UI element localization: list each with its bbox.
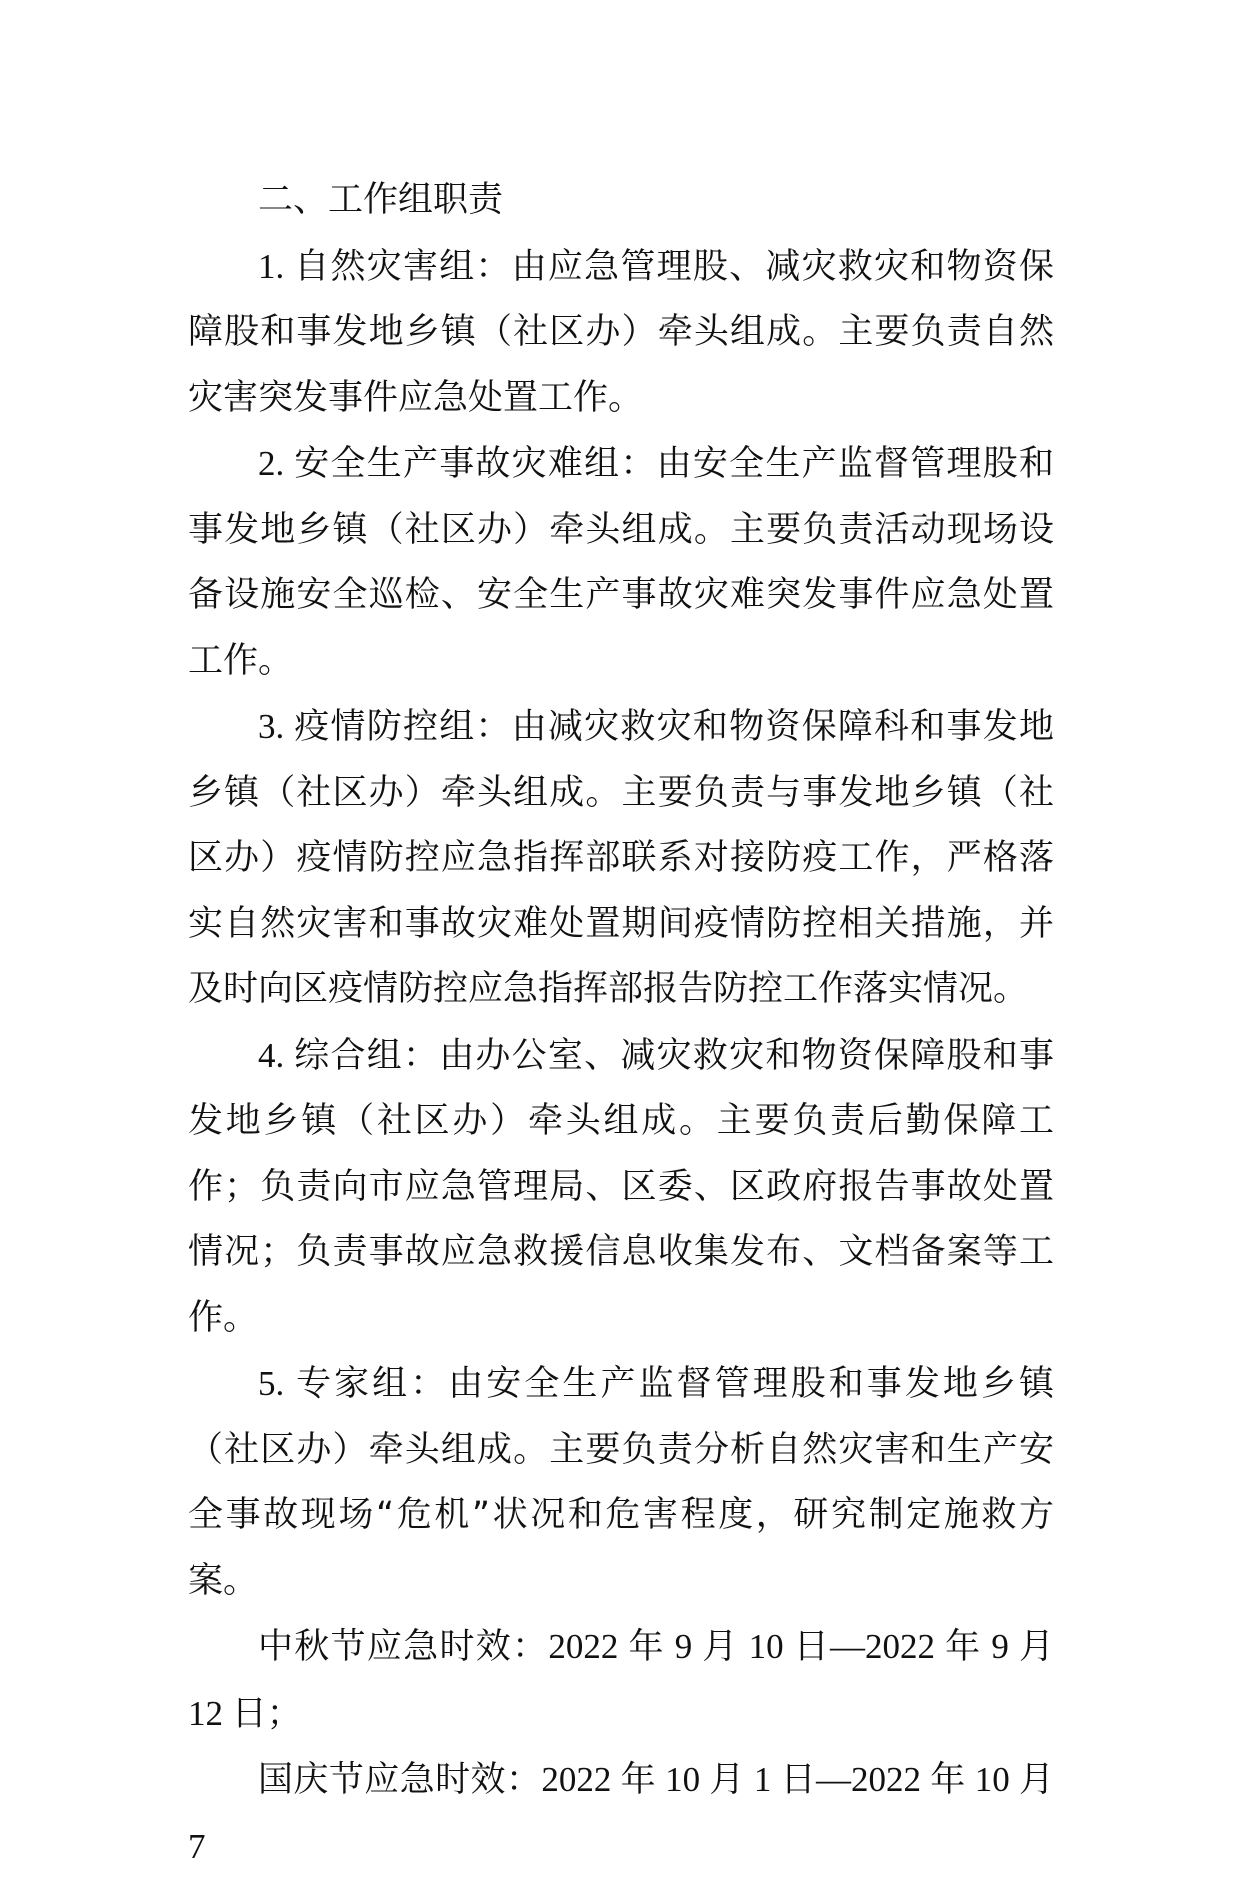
- timing-range: 2022 年 10 月 1 日—2022 年 10 月 7: [188, 1760, 1054, 1866]
- duty-item-text: 综合组：由办公室、减灾救灾和物资保障股和事发地乡镇（社区办）牵头组成。主要负责后勤保障工作；负责向市应急管理局、区委、区政府报告事故处置情况；负责事故应急救援信息收集发布、文档备案等工作。: [188, 1035, 1054, 1338]
- duty-item-1: [188, 234, 1054, 432]
- duty-item-3: [188, 694, 1054, 1023]
- timing-label: 中秋节应急时效：: [258, 1627, 549, 1667]
- duty-item-number: 2.: [258, 444, 295, 483]
- timing-label: 国庆节应急时效：: [258, 1760, 542, 1800]
- timing-range: 2022 年 9 月 10 日—2022 年 9 月 12 日；: [188, 1627, 1054, 1733]
- document-body: [188, 168, 1054, 1880]
- duty-item-text: 疫情防控组：由减灾救灾和物资保障科和事发地乡镇（社区办）牵头组成。主要负责与事发地乡镇（社区办）疫情防控应急指挥部联系对接防疫工作，严格落实自然灾害和事故灾难处置期间疫情防控相关措施，并及时向区疫情防控应急指挥部报告防控工作落实情况。: [188, 707, 1054, 1009]
- duty-item-2: [188, 431, 1054, 694]
- duty-item-number: 3.: [258, 707, 295, 746]
- timing-mid-autumn: [188, 1614, 1054, 1747]
- duty-item-5: [188, 1351, 1054, 1614]
- duty-item-4: [188, 1023, 1054, 1352]
- duty-item-text: 自然灾害组：由应急管理股、减灾救灾和物资保障股和事发地乡镇（社区办）牵头组成。主要负责自然灾害突发事件应急处置工作。: [188, 246, 1054, 418]
- duty-item-number: 5.: [258, 1364, 297, 1403]
- duty-item-text: 专家组：由安全生产监督管理股和事发地乡镇（社区办）牵头组成。主要负责分析自然灾害和生产安全事故现场“危机”状况和危害程度，研究制定施救方案。: [188, 1364, 1054, 1601]
- duty-item-number: 4.: [258, 1035, 295, 1075]
- duty-item-number: 1.: [258, 246, 295, 286]
- section-heading: 二、工作组职责: [258, 180, 504, 220]
- duty-item-text: 安全生产事故灾难组：由安全生产监督管理股和事发地乡镇（社区办）牵头组成。主要负责活动现场设备设施安全巡检、安全生产事故灾难突发事件应急处置工作。: [188, 444, 1054, 681]
- timing-national-day: [188, 1747, 1054, 1880]
